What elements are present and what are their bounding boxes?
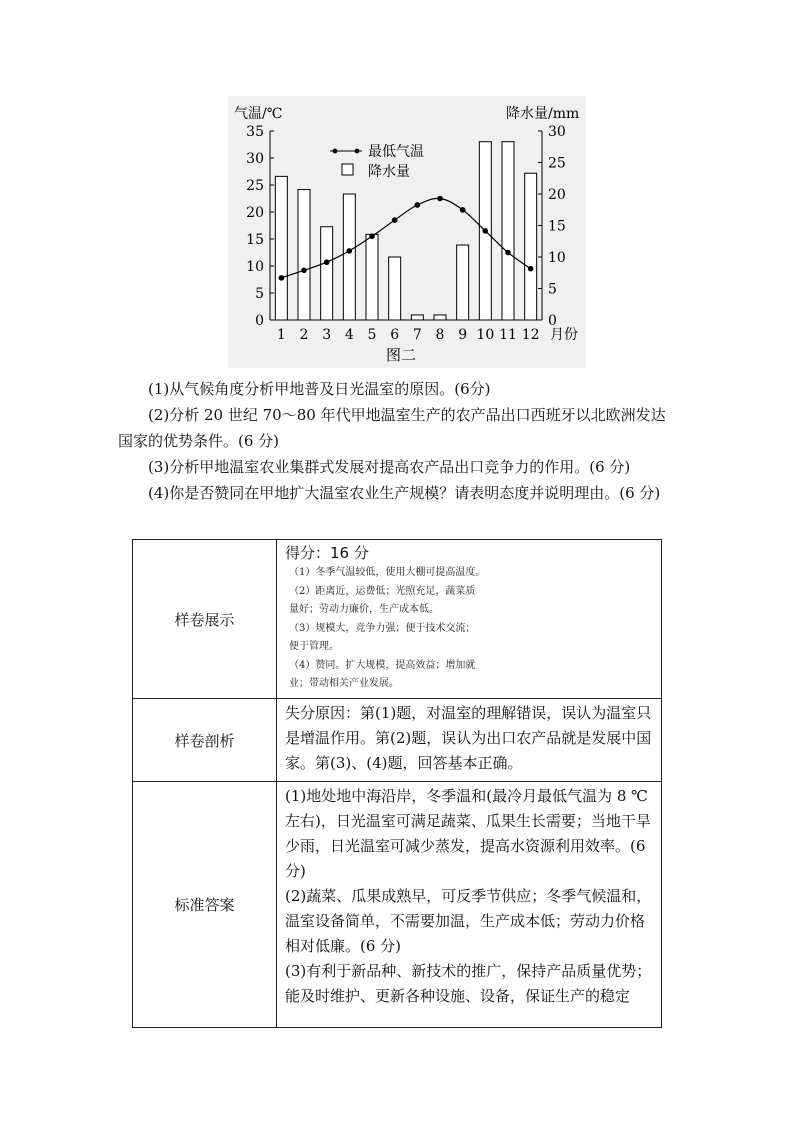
precip-bar: [298, 190, 310, 320]
temp-point: [301, 268, 307, 274]
answer-2: (2)蔬菜、瓜果成熟早，可反季节供应；冬季气候温和，温室设备简单，不需要加温，生产成本低；劳动力价格相对低廉。(6 分): [285, 887, 652, 955]
sample-line: （3）规模大，竞争力强；便于技术交流；: [289, 622, 476, 634]
x-tick-label: 11: [499, 327, 517, 343]
left-tick-label: 25: [246, 178, 264, 194]
precip-bar: [434, 315, 446, 320]
question-4: (4)你是否赞同在甲地扩大温室农业生产规模？请表明态度并说明理由。(6 分): [148, 484, 661, 502]
analysis-text: 失分原因：第(1)题，对温室的理解错误，误认为温室只是增温作用。第(2)题，误认为出口农产品就是发展中国家。第(3)、(4)题，回答基本正确。: [277, 699, 662, 782]
analysis-label: 样卷剖析: [133, 699, 277, 782]
left-tick-label: 30: [246, 151, 264, 167]
x-tick-label: 4: [344, 327, 354, 343]
precip-bar: [321, 227, 333, 320]
temp-point: [392, 217, 398, 223]
right-tick-label: 15: [548, 218, 566, 235]
sample-line: 便于管理。: [289, 641, 339, 652]
precip-bar: [411, 315, 423, 320]
right-tick-label: 20: [548, 187, 566, 203]
question-2: (2)分析 20 世纪 70～80 年代甲地温室生产的农产品出口西班牙以北欧洲发达国家的优势条件。(6 分): [118, 406, 666, 450]
temp-point: [437, 196, 443, 202]
temp-point: [528, 266, 534, 272]
left-tick-label: 0: [255, 313, 264, 329]
answer-1: (1)地处地中海沿岸，冬季温和(最冷月最低气温为 8 ℃左右)，日光温室可满足蔬菜、瓜果生长需要；当地干旱少雨，日光温室可减少蒸发，提高水资源利用效率。(6 分): [285, 787, 651, 880]
answer-content: [277, 782, 662, 1028]
left-tick-label: 15: [246, 232, 264, 248]
figure-caption: 图二: [386, 346, 417, 364]
temp-point: [483, 228, 489, 234]
grading-table: [132, 539, 662, 1028]
climate-chart: [228, 96, 586, 368]
x-tick-label: 6: [390, 327, 400, 343]
answer-3: (3)有利于新品种、新技术的推广，保持产品质量优势；能及时维护、更新各种设施、设备，保证生产的稳定: [285, 962, 652, 1005]
left-axis-label: 气温/℃: [234, 106, 283, 122]
temp-line: [279, 196, 534, 281]
question-1: (1)从气候角度分析甲地普及日光温室的原因。(6分): [148, 380, 491, 398]
right-tick-label: 10: [548, 250, 566, 266]
x-axis-label: 月份: [550, 327, 578, 343]
climate-chart-svg: [228, 96, 586, 368]
precip-bar: [457, 245, 469, 320]
legend-precip-label: 降水量: [368, 164, 410, 180]
x-tick-label: 12: [521, 327, 540, 343]
x-tick-label: 10: [476, 327, 495, 343]
precip-bar: [275, 176, 287, 320]
question-3: (3)分析甲地温室农业集群式发展对提高农产品出口竞争力的作用。(6 分): [148, 458, 631, 476]
temp-point: [324, 259, 330, 265]
temp-point: [460, 207, 466, 213]
left-tick-label: 10: [246, 259, 264, 275]
x-tick-label: 7: [412, 327, 422, 343]
sample-line: （4）赞同。扩大规模，提高效益；增加就: [289, 659, 476, 671]
left-tick-label: 5: [255, 286, 264, 302]
answer-label: 标准答案: [133, 782, 277, 1028]
right-tick-label: 0: [548, 313, 557, 329]
answer-row: [133, 782, 662, 1028]
right-tick-label: 30: [548, 124, 566, 140]
sample-content: [277, 540, 662, 699]
x-tick-label: 8: [435, 327, 445, 343]
x-tick-label: 1: [276, 327, 286, 343]
precip-bar: [366, 234, 378, 320]
sample-row: [133, 540, 662, 699]
precip-bar: [389, 257, 401, 320]
chart-legend: [330, 144, 424, 180]
temp-point: [279, 275, 285, 281]
temp-point: [369, 234, 375, 240]
right-tick-label: 25: [548, 155, 566, 172]
sample-line: 量好；劳动力廉价，生产成本低。: [289, 604, 439, 615]
legend-dot-right: [355, 149, 360, 154]
legend-bar-swatch: [342, 164, 353, 175]
temp-point: [505, 250, 511, 256]
left-tick-label: 35: [246, 124, 264, 140]
temp-point: [415, 202, 421, 208]
sample-line: （1）冬季气温较低，使用大棚可提高温度。: [289, 567, 486, 578]
analysis-row: [133, 699, 662, 782]
precip-bar: [502, 142, 514, 320]
x-tick-label: 3: [322, 327, 332, 343]
legend-dot-left: [333, 149, 338, 154]
sample-score: 得分：16 分: [285, 544, 369, 562]
precip-bar: [525, 173, 537, 320]
x-tick-label: 2: [299, 327, 309, 343]
sample-line: 业；带动相关产业发展。: [289, 678, 399, 689]
x-tick-label: 5: [367, 327, 377, 343]
right-tick-label: 5: [548, 281, 557, 298]
legend-temp-label: 最低气温: [368, 144, 424, 160]
x-tick-label: 9: [458, 327, 468, 343]
precip-bar: [343, 194, 355, 320]
right-axis-label: 降水量/mm: [506, 106, 580, 122]
left-tick-label: 20: [246, 205, 264, 221]
sample-line: （2）距离近，运费低；光照充足，蔬菜质: [289, 585, 476, 597]
sample-label: 样卷展示: [133, 540, 277, 699]
temp-point: [347, 248, 353, 254]
temp-curve: [281, 198, 530, 277]
